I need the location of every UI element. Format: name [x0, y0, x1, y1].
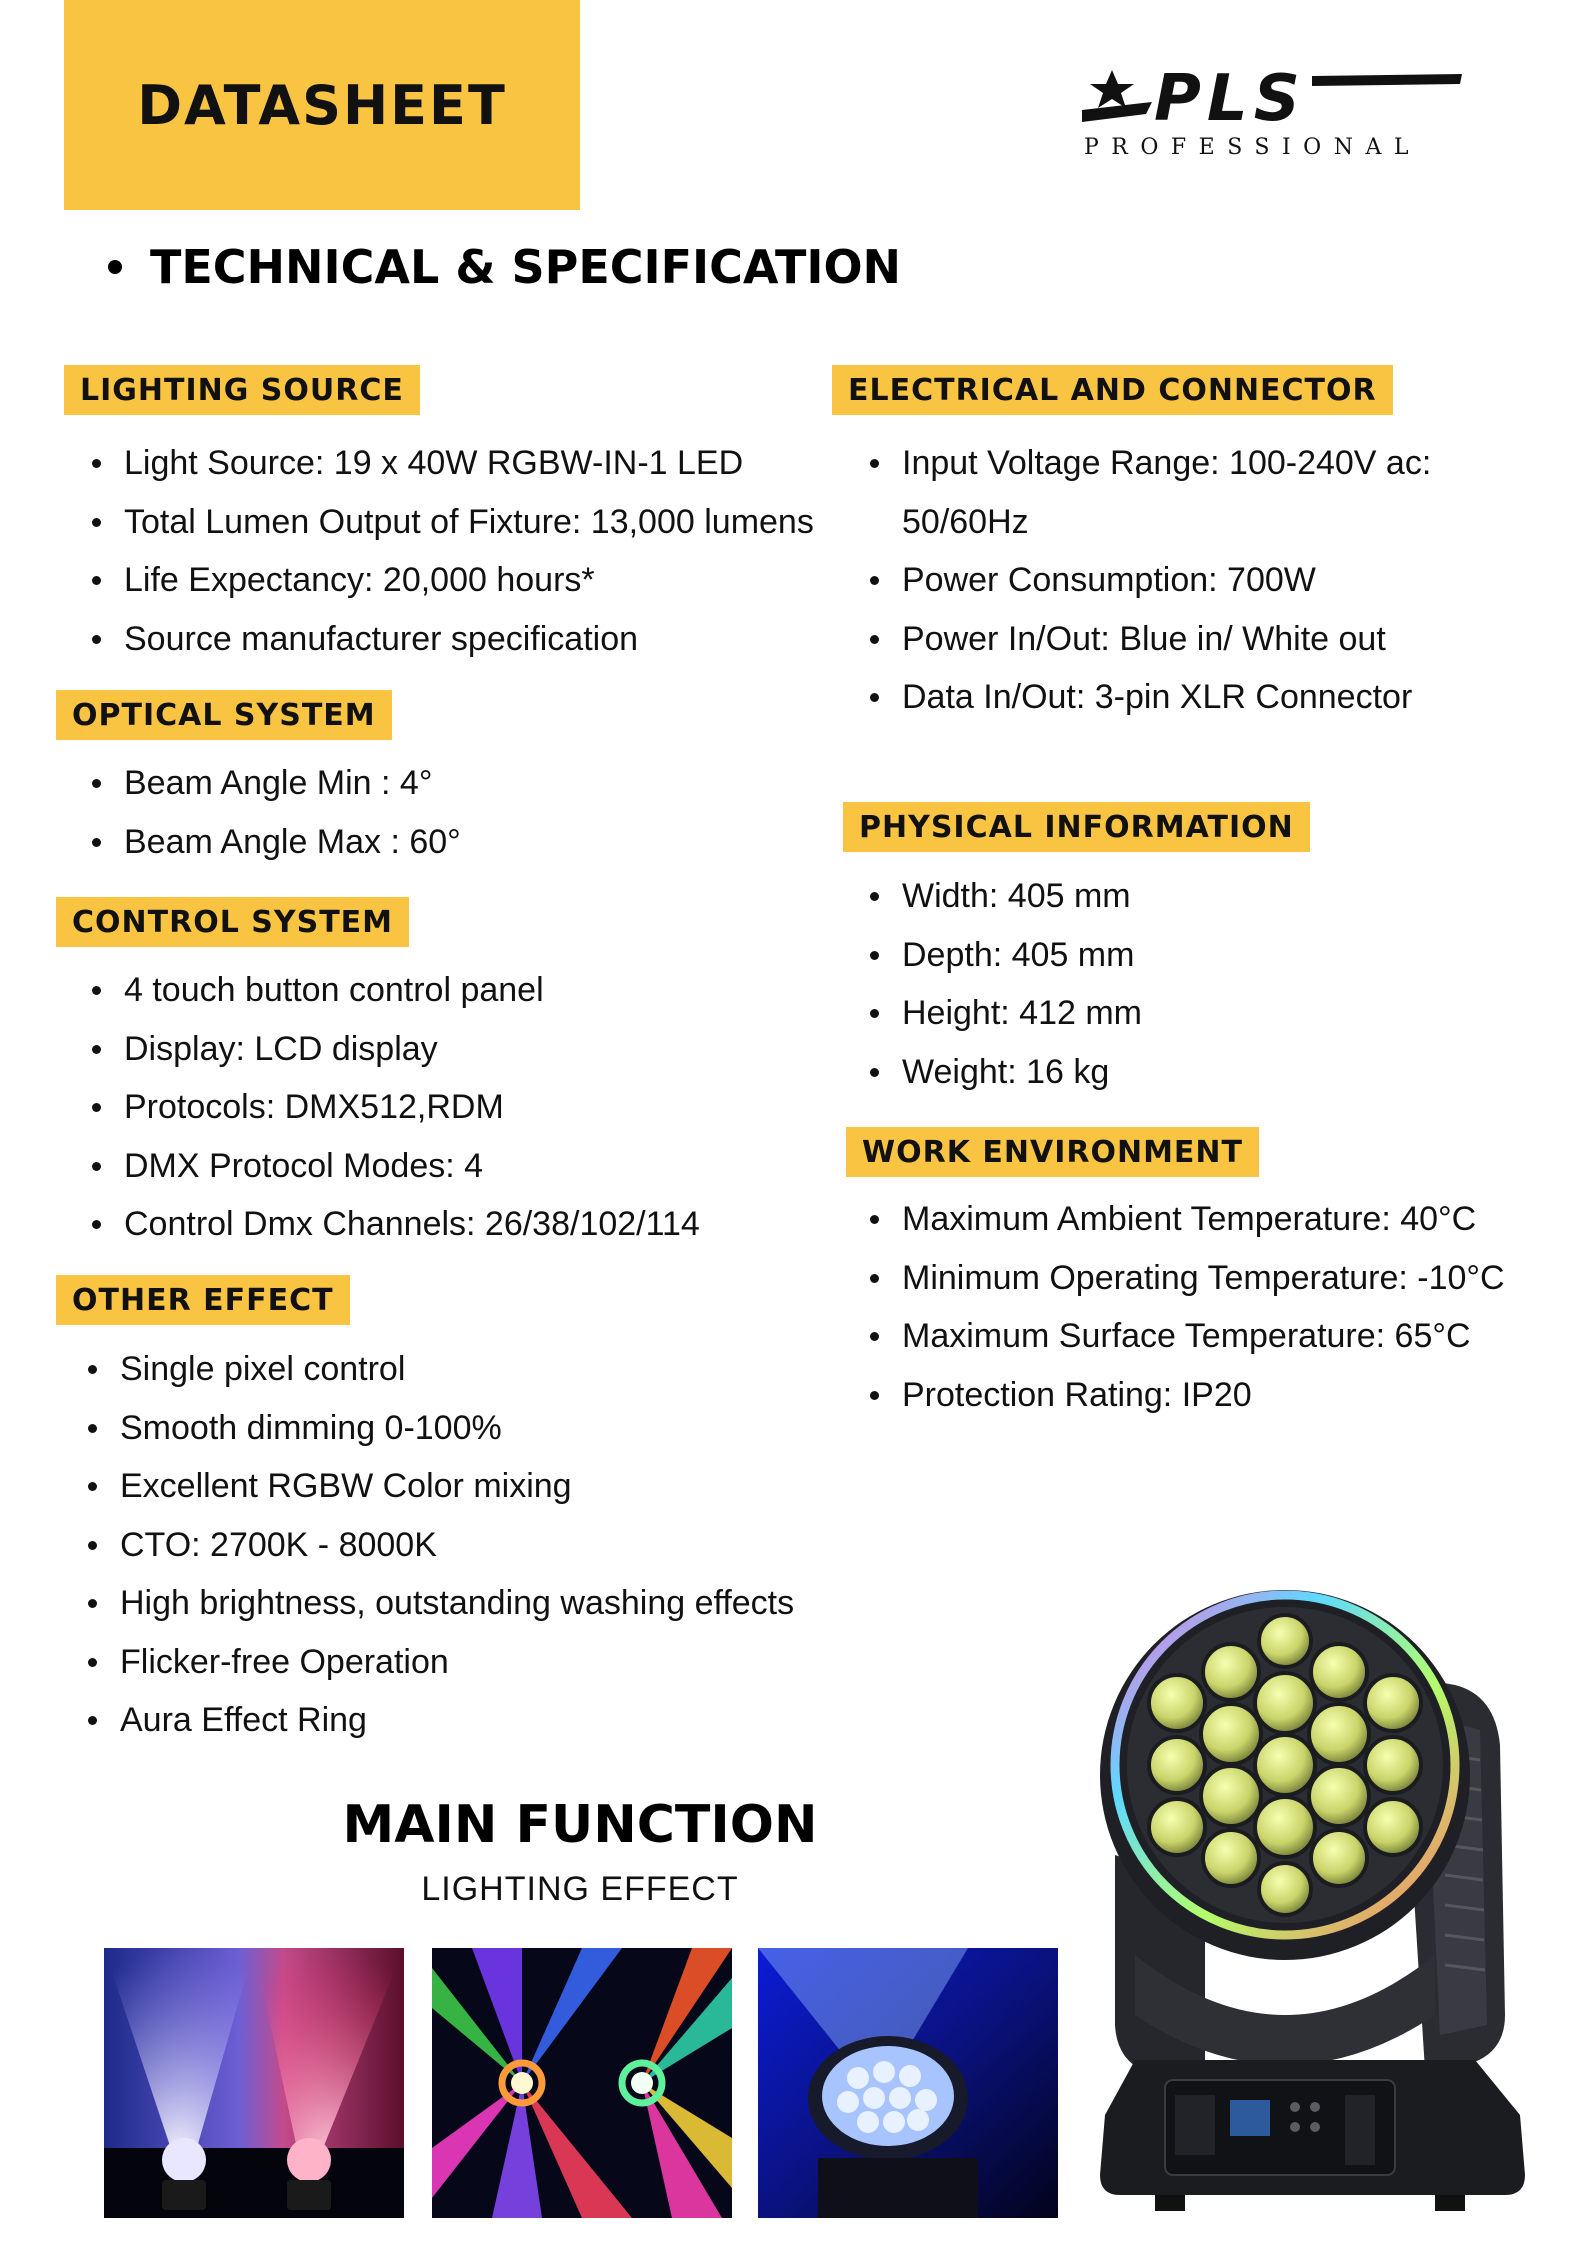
list-item: Beam Angle Min : 4° [90, 754, 461, 813]
other-effect-tag: OTHER EFFECT [56, 1275, 350, 1325]
main-function-subtitle: LIGHTING EFFECT [421, 1870, 739, 1908]
list-item: Light Source: 19 x 40W RGBW-IN-1 LED [90, 434, 814, 493]
lighting-effect-photo-fixture [758, 1948, 1058, 2218]
datasheet-badge [64, 0, 580, 210]
list-item: High brightness, outstanding washing effects [86, 1574, 794, 1633]
list-item: Height: 412 mm [868, 984, 1142, 1043]
bullet-icon [108, 260, 122, 274]
list-item: Weight: 16 kg [868, 1043, 1142, 1102]
lighting-effect-photo-rays [432, 1948, 732, 2218]
list-item: Life Expectancy: 20,000 hours* [90, 551, 814, 610]
electrical-list [868, 434, 1431, 727]
list-item: DMX Protocol Modes: 4 [90, 1137, 700, 1196]
list-item: Beam Angle Max : 60° [90, 813, 461, 872]
list-item: Width: 405 mm [868, 867, 1142, 926]
list-item: Data In/Out: 3-pin XLR Connector [868, 668, 1431, 727]
list-item: Excellent RGBW Color mixing [86, 1457, 794, 1516]
work-environment-list [868, 1190, 1505, 1424]
electrical-tag: ELECTRICAL AND CONNECTOR [832, 365, 1393, 415]
list-item: Protection Rating: IP20 [868, 1366, 1505, 1425]
list-item: Minimum Operating Temperature: -10°C [868, 1249, 1505, 1308]
list-item: CTO: 2700K - 8000K [86, 1516, 794, 1575]
physical-tag: PHYSICAL INFORMATION [843, 802, 1310, 852]
list-item: Source manufacturer specification [90, 610, 814, 669]
physical-list [868, 867, 1142, 1101]
list-item: 4 touch button control panel [90, 961, 700, 1020]
lighting-source-tag: LIGHTING SOURCE [64, 365, 420, 415]
list-item: 50/60Hz [902, 502, 1029, 541]
main-function-title: MAIN FUNCTION [342, 1795, 818, 1855]
lighting-source-list [90, 434, 814, 668]
list-item: Control Dmx Channels: 26/38/102/114 [90, 1195, 700, 1254]
list-item: Maximum Surface Temperature: 65°C [868, 1307, 1505, 1366]
pls-logo [1082, 62, 1462, 162]
control-system-list [90, 961, 700, 1254]
logo-subtext: PROFESSIONAL [1084, 135, 1421, 160]
list-item: Input Voltage Range: 100-240V ac: [868, 434, 1431, 493]
work-environment-tag: WORK ENVIRONMENT [846, 1127, 1259, 1177]
control-system-tag: CONTROL SYSTEM [56, 897, 409, 947]
list-item: Total Lumen Output of Fixture: 13,000 lumens [90, 493, 814, 552]
list-item: Depth: 405 mm [868, 926, 1142, 985]
moving-head-product-image [1095, 1555, 1535, 2215]
list-item: Flicker-free Operation [86, 1633, 794, 1692]
list-item: Aura Effect Ring [86, 1691, 794, 1750]
datasheet-label: DATASHEET [137, 73, 507, 137]
list-item: Power Consumption: 700W [868, 551, 1431, 610]
list-item: Maximum Ambient Temperature: 40°C [868, 1190, 1505, 1249]
optical-system-list [90, 754, 461, 871]
list-item: Protocols: DMX512,RDM [90, 1078, 700, 1137]
list-item: Power In/Out: Blue in/ White out [868, 610, 1431, 669]
list-item: Single pixel control [86, 1340, 794, 1399]
list-item: Smooth dimming 0-100% [86, 1399, 794, 1458]
lighting-effect-photo-beams [104, 1948, 404, 2218]
other-effect-list [86, 1340, 794, 1750]
optical-system-tag: OPTICAL SYSTEM [56, 690, 392, 740]
section-title: TECHNICAL & SPECIFICATION [108, 240, 901, 294]
svg-text:PLS: PLS [1154, 62, 1306, 136]
list-item: Display: LCD display [90, 1020, 700, 1079]
